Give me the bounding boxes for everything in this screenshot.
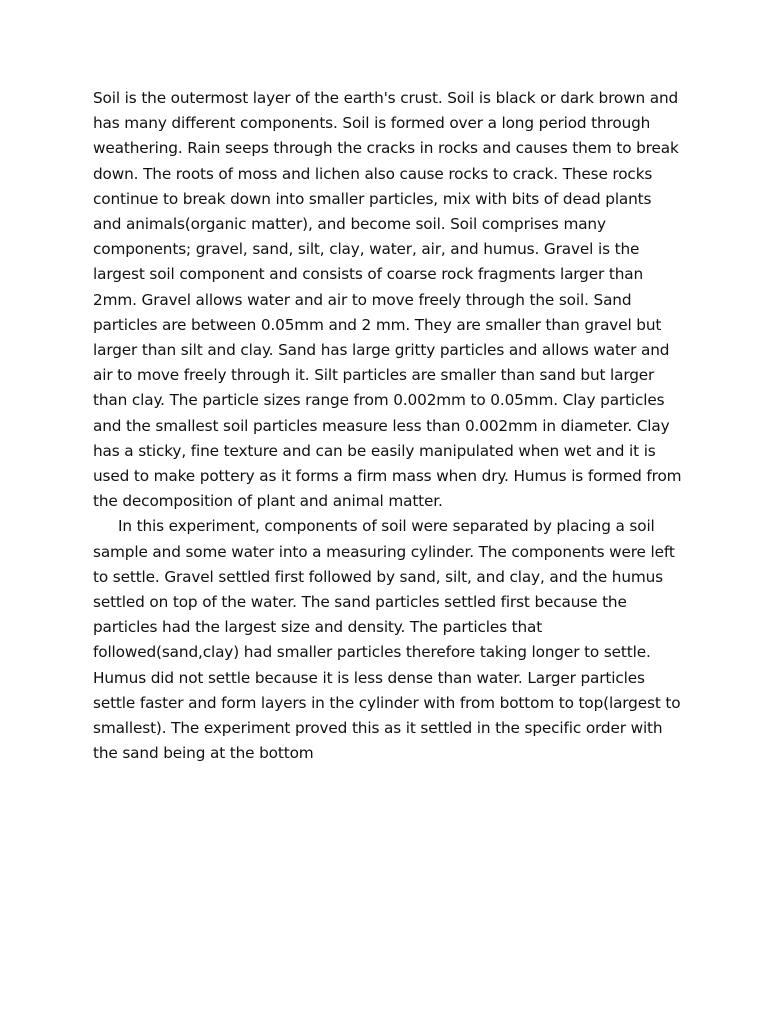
paragraph-experiment: In this experiment, components of soil were separated by placing a soil sample and some water into a measuring cylinder. The components were left to settle. Gravel settled first followed by sand, silt, and clay, and the humus settled on top of the water. The sand particles settled first because the particles had the largest size and density. The particles that followed(sand,clay) had smaller particles therefore taking longer to settle. Humus did not settle because it is less dense than water. Larger particles settle faster and form layers in the cylinder with from bottom to top(largest to smallest). The experiment proved this as it settled in the specific order with the sand being at the bottom — [93, 517, 681, 763]
paragraph-soil-components: Soil is the outermost layer of the earth's crust. Soil is black or dark brown and has many different components. Soil is formed over a long period through weathering. Rain seeps through the cracks in rocks and causes them to break down. The roots of moss and lichen also cause rocks to crack. These rocks continue to break down into smaller particles, mix with bits of dead plants and animals(organic matter), and become soil. Soil comprises many components; gravel, sand, silt, clay, water, air, and humus. Gravel is the largest soil component and consists of coarse rock fragments larger than 2mm. Gravel allows water and air to move freely through the soil. Sand particles are between 0.05mm and 2 mm. They are smaller than gravel but larger than silt and clay. Sand has large gritty particles and allows water and air to move freely through it. Silt particles are smaller than sand but larger than clay. The particle sizes range from 0.002mm to 0.05mm. Clay particles and the smallest soil particles measure less than 0.002mm in diameter. Clay has a sticky, fine texture and can be easily manipulated when wet and it is used to make pottery as it forms a firm mass when dry. Humus is formed from the decomposition of plant and animal matter. — [93, 89, 682, 511]
document-body — [93, 86, 683, 766]
